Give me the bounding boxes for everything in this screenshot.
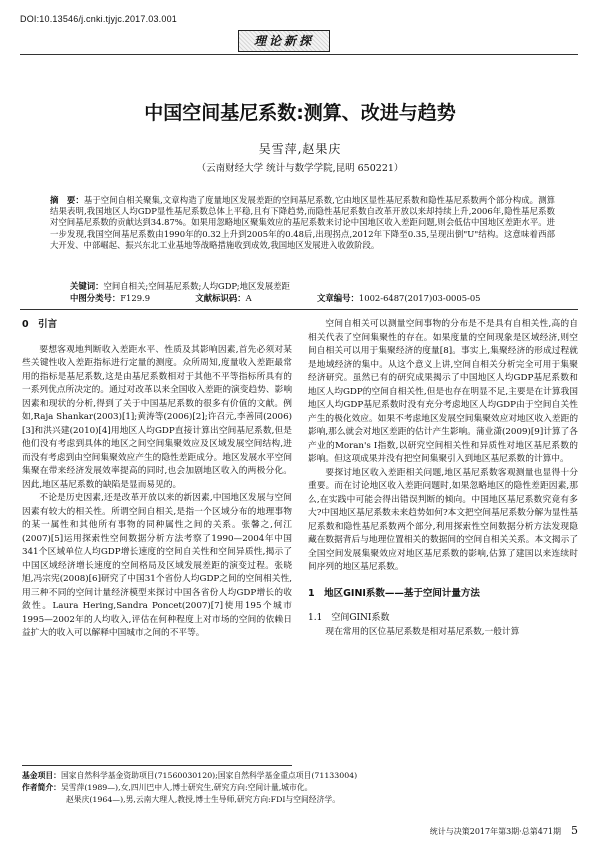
paragraph: 要想客观地判断收入差距水平、性质及其影响因素,首先必须对某些关键性收入差距指标进行定量的测度。众所周知,度量收入差距最常用的指标是基尼系数,这是由基尼系数相对于其他不平等指标所具有的一系列优点所决定的。通过对改革以来全国收入差距的演变趋势、影响因素和现状的分析,得到了关于中国基尼系数的很多有价值的文献。例如,Raja Shankar(2003)[1];黄涛等(2006)[2];许召元,李善同(2006)[3]和洪兴建(2010)[4]用地区人均GDP直接计算出空间基尼系数,但是他们没有考虑到具体的地区之间空间集聚效应及区域发展空间结构,进而没有考虑到由空间集聚效应产生的隐性差距成分。地区发展水平空间集聚在带来经济发展效率提高的同时,也会加剧地区收入的两极分化。因此,地区基尼系数的缺陷是显而易见的。 (22, 344, 292, 490)
paragraph: 空间自相关可以测量空间事物的分布是不是具有自相关性,高的自相关代表了空间集聚性的存在。如果度量的空间现象是区域经济,则空间自相关可以用于集聚经济的度量[8]。事实上,集聚经济的形成过程就是地域经济的集中。从这个意义上讲,空间自相关分析完全可用于集聚经济研究。虽然已有的研究成果揭示了中国地区人均GDP基尼系数和地区人均GDP的空间自相关性,但是也存在明显不足,主要是在计算我国地区人均GDP基尼系数时没有充分考虑地区人均GDP由于空间自关性产生的极化效应。如果不考虑地区发展空间集聚效应对地区收入差距的影响,那么就会对地区差距的估计产生影响。蒲业潇(2009)[9]计算了各产业的Moran's I指数,以研究空间相关性和异质性对地区基尼系数的影响。但这项成果并没有把空间集聚引入到地区基尼系数的计算中。 (308, 319, 578, 464)
abstract (50, 195, 555, 251)
footnotes (22, 770, 582, 806)
header-rule (20, 54, 578, 55)
left-column (22, 318, 292, 641)
page-number: 5 (571, 824, 578, 837)
page-footer (430, 824, 578, 837)
paragraph: 现在常用的区位基尼系数是相对基尼系数,一般计算 (325, 626, 520, 637)
classification-row: 中图分类号：F129.9 文献标识码：A 文章编号：1002-6487(2017)03-0005-05 (70, 293, 481, 303)
paragraph: 要探讨地区收入差距相关问题,地区基尼系数客观测量也显得十分重要。而在讨论地区收入差距问题时,如果忽略地区的隐性差距因素,那么,在实践中可能会得出错误判断的倾向。中国地区基尼系数究竟有多大?中国地区基尼系数未来趋势如何?本文把空间基尼系数分解为显性基尼系数和隐性基尼系数两个部分,利用探索性空间数据分析方法发现隐藏在数据背后与地理位置相关的数据间的空间自相关关系。本文揭示了全国空间发展集聚效应对地区基尼系数的影响,估算了建国以来连续时间序列的地区基尼系数。 (308, 467, 578, 572)
affiliation: （云南财经大学 统计与数学学院,昆明 650221） (196, 163, 404, 174)
journal-issue: 统计与决策2017年第3期·总第471期 (429, 827, 561, 836)
keywords: 关键词：空间自相关;空间基尼系数;人均GDP;地区发展差距 (70, 281, 290, 291)
abstract-text: 基于空间自相关聚集,文章构造了度量地区发展差距的空间基尼系数,它由地区显性基尼系数和隐性基尼系数两个部分构成。测算结果表明,我国地区人均GDP显性基尼系数总体上平稳,且有下降趋势,而隐性基尼系数自改革开放以来却持续上升,2006年,隐性基尼系数对空间基尼系数的贡献达到34.87%。如果用忽略地区聚集效应的基尼系数来讨论中国地区收入差距问题,则会低估中国地区差距水平。进一步发现,我国空间基尼系数由1990年的0.32上升到2005年的0.48后,出现拐点,2012年下降至0.35,呈现出倒"U"结构。这意味着西部大开发、中部崛起、振兴东北工业基地等战略措施收到成效,我国地区发展进入收敛阶段。 (50, 195, 555, 250)
section-heading-intro: 0 引言 (22, 319, 58, 330)
footnote-rule (22, 765, 292, 766)
abstract-label: 摘 要： (50, 195, 84, 205)
article-meta (70, 280, 481, 304)
footnote-author-2: 赵果庆(1964—),男,云南大理人,教授,博士生导师,研究方向:FDI与空间经济学。 (66, 795, 340, 804)
section-tag: 理论新探 (238, 30, 330, 52)
authors: 吴雪萍,赵果庆 (258, 142, 342, 156)
article-title: 中国空间基尼系数:测算、改进与趋势 (144, 102, 456, 124)
section-rule (20, 309, 578, 310)
section-heading-1: 1 地区GINI系数——基于空间计量方法 (308, 587, 480, 599)
footnote-funding: 基金项目：国家自然科学基金资助项目(71560030120);国家自然科学基金重点项目(71133004) (22, 771, 358, 780)
footnote-author-1: 作者简介：吴雪萍(1989—),女,四川巴中人,博士研究生,研究方向:空间计量,城市化。 (22, 783, 313, 792)
paragraph: 不论是历史因素,还是改革开放以来的新因素,中国地区发展与空间因素有较大的相关性。所谓空间自相关,是指一个区域分布的地理事物的某一属性和其他所有事物的同种属性之间的关系。张馨之,何江(2007)[5]运用探索性空间数据分析方法考察了1990—2004年中国341个区域单位人均GDP增长速度的空间自关性和空间异质性,揭示了中国区域经济增长速度的空间格局及区域发展差距的演变过程。张晓旭,冯宗宪(2008)[6]研究了中国31个省份人均GDP之间的空间相关性,用三种不同的空间计量经济模型来探讨中国各省份人均GDP增长的收敛性。Laura Hering,Sandra Poncet(2007)[7]使用195个城市1995—2002年的人均收入,评估在何种程度上对市场的空间的依赖日益扩大的收入可以解释中国城市之间的不平等。 (22, 493, 292, 638)
right-column (308, 318, 578, 639)
subsection-heading-1-1: 1.1 空间GINI系数 (308, 613, 390, 623)
doi: DOI:10.13546/j.cnki.tjyjc.2017.03.001 (20, 14, 177, 24)
